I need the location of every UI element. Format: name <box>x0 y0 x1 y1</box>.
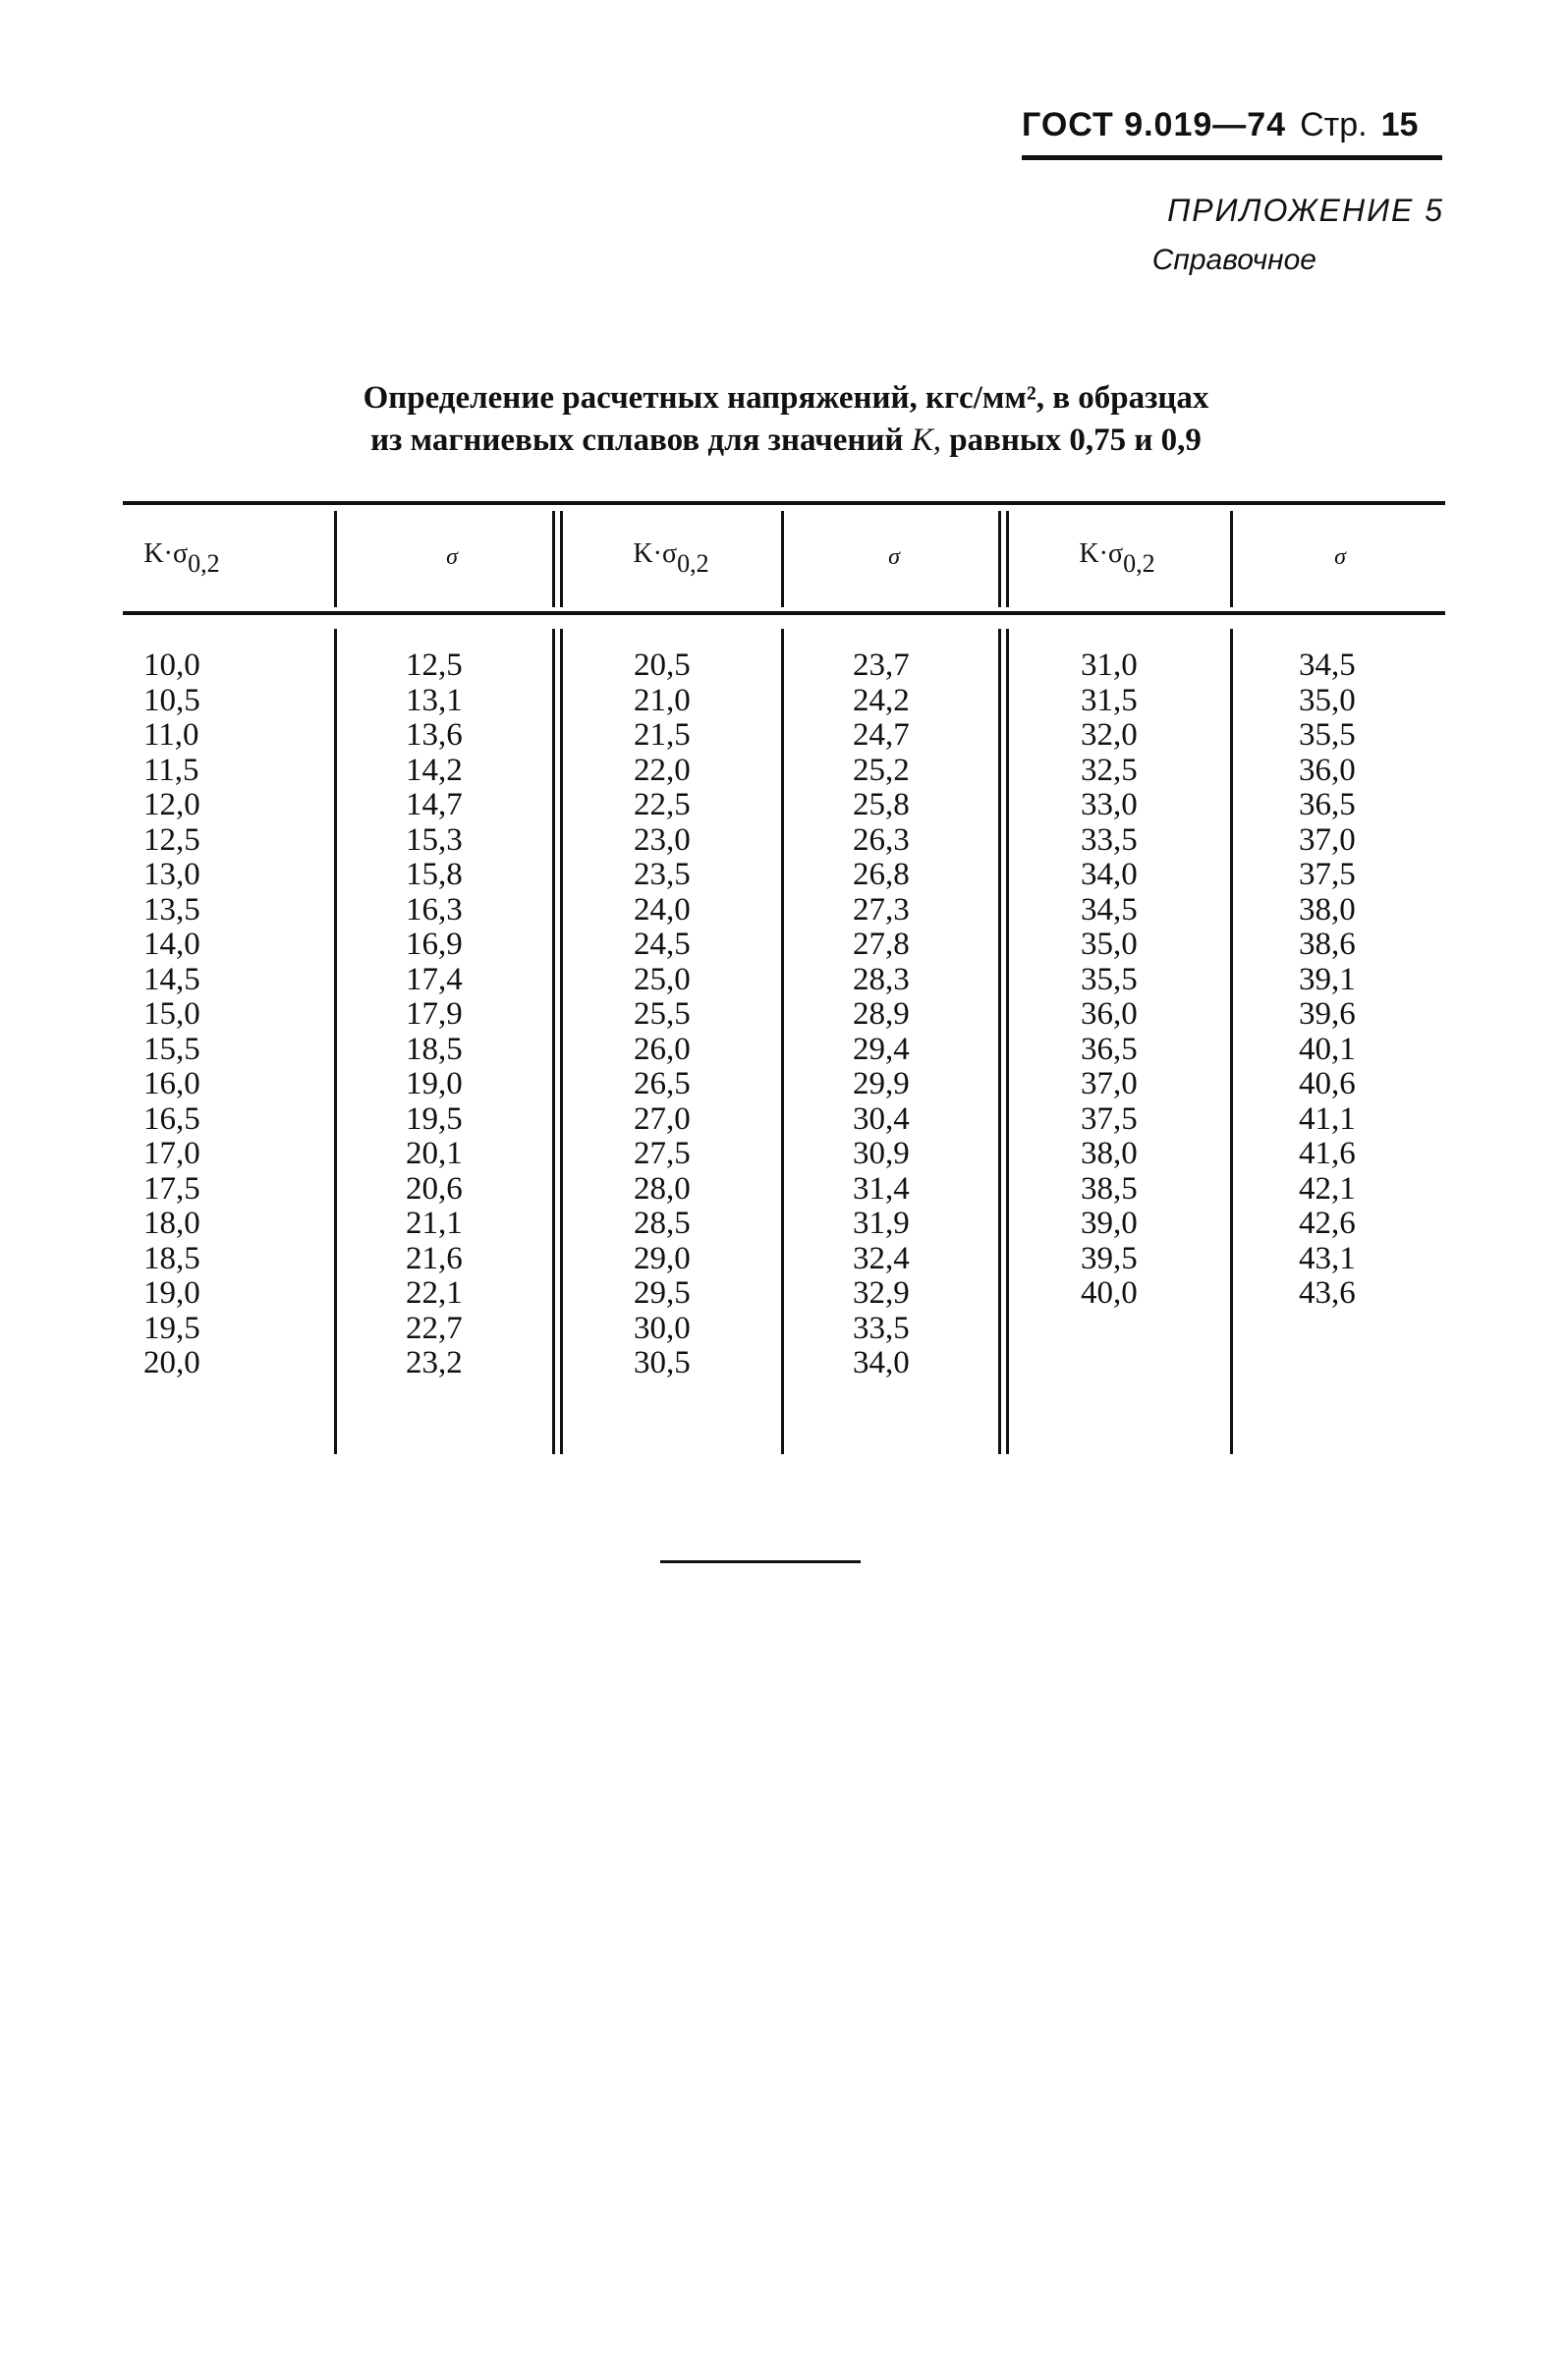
table-cell: 40,6 <box>1299 1066 1356 1101</box>
table-cell: 19,0 <box>406 1066 463 1101</box>
table-cell: 33,5 <box>1081 821 1138 858</box>
table-cell: 29,9 <box>853 1066 910 1101</box>
table-cell: 41,1 <box>1299 1100 1356 1137</box>
table-cell: 15,8 <box>406 857 463 892</box>
table-cell: 38,0 <box>1081 1136 1138 1171</box>
table-cell: 17,0 <box>143 1136 200 1171</box>
column-divider <box>781 511 784 607</box>
table-cell: 33,5 <box>853 1310 910 1346</box>
group-divider <box>998 629 1001 1454</box>
caption-line-2 <box>236 420 1336 462</box>
table-cell: 17,5 <box>143 1170 200 1207</box>
table-cell: 35,5 <box>1299 717 1356 753</box>
table-cell: 40,0 <box>1081 1275 1138 1311</box>
page-number: 15 <box>1380 106 1419 143</box>
table-cell: 37,5 <box>1081 1100 1138 1137</box>
table-cell: 28,5 <box>634 1206 691 1241</box>
table-cell: 28,3 <box>853 961 910 997</box>
table-cell: 12,0 <box>143 787 200 822</box>
table-cell: 14,7 <box>406 787 463 822</box>
table-cell: 28,0 <box>634 1170 691 1207</box>
table-cell: 40,1 <box>1299 1031 1356 1067</box>
table-cell: 13,5 <box>143 891 200 928</box>
column-divider <box>334 629 337 1454</box>
column-k-sigma-3 <box>1081 648 1138 1312</box>
table-cell: 31,4 <box>853 1170 910 1207</box>
table-cell: 36,0 <box>1299 752 1356 788</box>
table-cell: 18,5 <box>406 1031 463 1067</box>
table-cell: 38,5 <box>1081 1170 1138 1207</box>
table-cell: 13,6 <box>406 717 463 753</box>
table-cell: 25,0 <box>634 961 691 997</box>
table-cell: 30,4 <box>853 1100 910 1137</box>
table-cell: 31,0 <box>1081 647 1138 683</box>
table-cell: 13,1 <box>406 682 463 718</box>
column-divider <box>334 511 337 607</box>
table-cell: 36,5 <box>1299 787 1356 822</box>
page-header <box>1022 106 1444 161</box>
header-text: K·σ <box>633 538 678 569</box>
table-cell: 43,6 <box>1299 1275 1356 1311</box>
table-cell: 24,7 <box>853 717 910 753</box>
table-cell: 21,5 <box>634 717 691 753</box>
table-cell: 39,1 <box>1299 961 1356 997</box>
table-cell: 21,0 <box>634 682 691 718</box>
table-header-rule <box>123 611 1445 615</box>
table-cell: 20,0 <box>143 1345 200 1380</box>
table-cell: 33,0 <box>1081 787 1138 822</box>
header-sigma: σ <box>446 544 458 570</box>
table-cell: 23,2 <box>406 1345 463 1380</box>
header-k-sigma <box>617 538 725 579</box>
table-cell: 26,5 <box>634 1066 691 1101</box>
table-cell: 15,0 <box>143 996 200 1032</box>
header-subscript: 0,2 <box>1123 549 1155 578</box>
table-cell: 10,0 <box>143 647 200 683</box>
table-cell: 12,5 <box>406 647 463 683</box>
table-cell: 27,8 <box>853 927 910 962</box>
table-cell: 42,1 <box>1299 1170 1356 1207</box>
table-cell: 41,6 <box>1299 1136 1356 1171</box>
table-cell: 21,6 <box>406 1240 463 1276</box>
table-cell: 39,5 <box>1081 1240 1138 1276</box>
table-cell: 24,2 <box>853 682 910 718</box>
table-cell: 15,3 <box>406 821 463 858</box>
table-cell: 23,7 <box>853 647 910 683</box>
column-divider <box>1230 629 1233 1454</box>
table-cell: 13,0 <box>143 857 200 892</box>
table-cell: 23,0 <box>634 821 691 858</box>
column-sigma-3 <box>1299 648 1356 1312</box>
table-top-rule <box>123 501 1445 505</box>
table-cell: 31,5 <box>1081 682 1138 718</box>
caption-text: равных 0,75 и 0,9 <box>940 422 1202 458</box>
table-cell: 36,0 <box>1081 996 1138 1032</box>
table-cell: 18,0 <box>143 1206 200 1241</box>
table-cell: 16,9 <box>406 927 463 962</box>
table-cell: 14,0 <box>143 927 200 962</box>
page-label: Стр. <box>1300 106 1368 143</box>
caption-text: из магниевых сплавов для значений <box>370 422 912 458</box>
table-cell: 32,4 <box>853 1240 910 1276</box>
table-cell: 19,0 <box>143 1275 200 1311</box>
header-text: K·σ <box>1079 538 1124 569</box>
header-subscript: 0,2 <box>188 549 220 578</box>
table-cell: 28,9 <box>853 996 910 1032</box>
table-cell: 37,5 <box>1299 857 1356 892</box>
group-divider <box>552 511 555 607</box>
table-cell: 30,0 <box>634 1310 691 1346</box>
table-cell: 25,2 <box>853 752 910 788</box>
table-cell: 20,6 <box>406 1170 463 1207</box>
caption-line-1: Определение расчетных напряжений, кгс/мм², в образцах <box>363 380 1209 416</box>
table-cell: 20,1 <box>406 1136 463 1171</box>
header-sigma: σ <box>1334 544 1346 570</box>
table-cell: 11,5 <box>143 752 199 788</box>
table-cell: 39,6 <box>1299 996 1356 1032</box>
table-cell: 25,8 <box>853 787 910 822</box>
table-cell: 23,5 <box>634 857 691 892</box>
table-cell: 27,0 <box>634 1100 691 1137</box>
column-divider <box>781 629 784 1454</box>
header-sigma: σ <box>888 544 900 570</box>
table-cell: 19,5 <box>406 1100 463 1137</box>
group-divider <box>560 629 563 1454</box>
table-cell: 14,2 <box>406 752 463 788</box>
table-cell: 27,3 <box>853 891 910 928</box>
column-sigma-1 <box>406 648 463 1381</box>
group-divider <box>1006 629 1009 1454</box>
table-cell: 29,5 <box>634 1275 691 1311</box>
table-cell: 34,5 <box>1299 647 1356 683</box>
table-cell: 27,5 <box>634 1136 691 1171</box>
table-cell: 24,0 <box>634 891 691 928</box>
appendix-subtitle: Справочное <box>1151 244 1316 276</box>
table-cell: 31,9 <box>853 1206 910 1241</box>
table-cell: 29,0 <box>634 1240 691 1276</box>
table-cell: 30,5 <box>634 1345 691 1380</box>
table-cell: 10,5 <box>143 682 200 718</box>
table-cell: 26,8 <box>853 857 910 892</box>
table-cell: 30,9 <box>853 1136 910 1171</box>
appendix-title: ПРИЛОЖЕНИЕ 5 <box>1167 193 1444 228</box>
table-caption <box>236 377 1336 462</box>
table-cell: 22,5 <box>634 787 691 822</box>
header-k-sigma <box>128 538 236 579</box>
end-rule <box>660 1560 861 1563</box>
header-rule <box>1022 155 1442 160</box>
column-divider <box>1230 511 1233 607</box>
table-cell: 12,5 <box>143 821 200 858</box>
group-divider <box>998 511 1001 607</box>
table-cell: 34,0 <box>853 1345 910 1380</box>
table-cell: 14,5 <box>143 961 200 997</box>
table-cell: 38,0 <box>1299 891 1356 928</box>
group-divider <box>552 629 555 1454</box>
table-cell: 32,9 <box>853 1275 910 1311</box>
table-cell: 22,0 <box>634 752 691 788</box>
column-sigma-2 <box>853 648 910 1381</box>
table-cell: 20,5 <box>634 647 691 683</box>
table-cell: 29,4 <box>853 1031 910 1067</box>
standard-code: ГОСТ 9.019—74 <box>1022 106 1287 143</box>
table-cell: 22,1 <box>406 1275 463 1311</box>
table-cell: 35,5 <box>1081 961 1138 997</box>
header-text: K·σ <box>143 538 189 569</box>
table-cell: 11,0 <box>143 717 199 753</box>
table-cell: 42,6 <box>1299 1206 1356 1241</box>
table-cell: 26,0 <box>634 1031 691 1067</box>
table-cell: 35,0 <box>1299 682 1356 718</box>
table-cell: 19,5 <box>143 1310 200 1346</box>
table-cell: 36,5 <box>1081 1031 1138 1067</box>
table-cell: 24,5 <box>634 927 691 962</box>
table-cell: 34,0 <box>1081 857 1138 892</box>
column-k-sigma-2 <box>634 648 691 1381</box>
table-cell: 25,5 <box>634 996 691 1032</box>
table-cell: 16,5 <box>143 1100 200 1137</box>
table-cell: 16,3 <box>406 891 463 928</box>
table-cell: 39,0 <box>1081 1206 1138 1241</box>
table-cell: 18,5 <box>143 1240 200 1276</box>
header-k-sigma <box>1063 538 1171 579</box>
table-cell: 26,3 <box>853 821 910 858</box>
caption-k-symbol: K, <box>911 422 941 458</box>
table-cell: 16,0 <box>143 1066 200 1101</box>
table-cell: 32,0 <box>1081 717 1138 753</box>
column-k-sigma-1 <box>143 648 200 1381</box>
table-cell: 35,0 <box>1081 927 1138 962</box>
table-cell: 37,0 <box>1299 821 1356 858</box>
table-cell: 15,5 <box>143 1031 200 1067</box>
table-cell: 38,6 <box>1299 927 1356 962</box>
group-divider <box>560 511 563 607</box>
table-cell: 37,0 <box>1081 1066 1138 1101</box>
table-cell: 17,9 <box>406 996 463 1032</box>
table-cell: 21,1 <box>406 1206 463 1241</box>
table-cell: 34,5 <box>1081 891 1138 928</box>
table-cell: 22,7 <box>406 1310 463 1346</box>
group-divider <box>1006 511 1009 607</box>
table-cell: 32,5 <box>1081 752 1138 788</box>
header-subscript: 0,2 <box>677 549 709 578</box>
table-cell: 17,4 <box>406 961 463 997</box>
table-cell: 43,1 <box>1299 1240 1356 1276</box>
